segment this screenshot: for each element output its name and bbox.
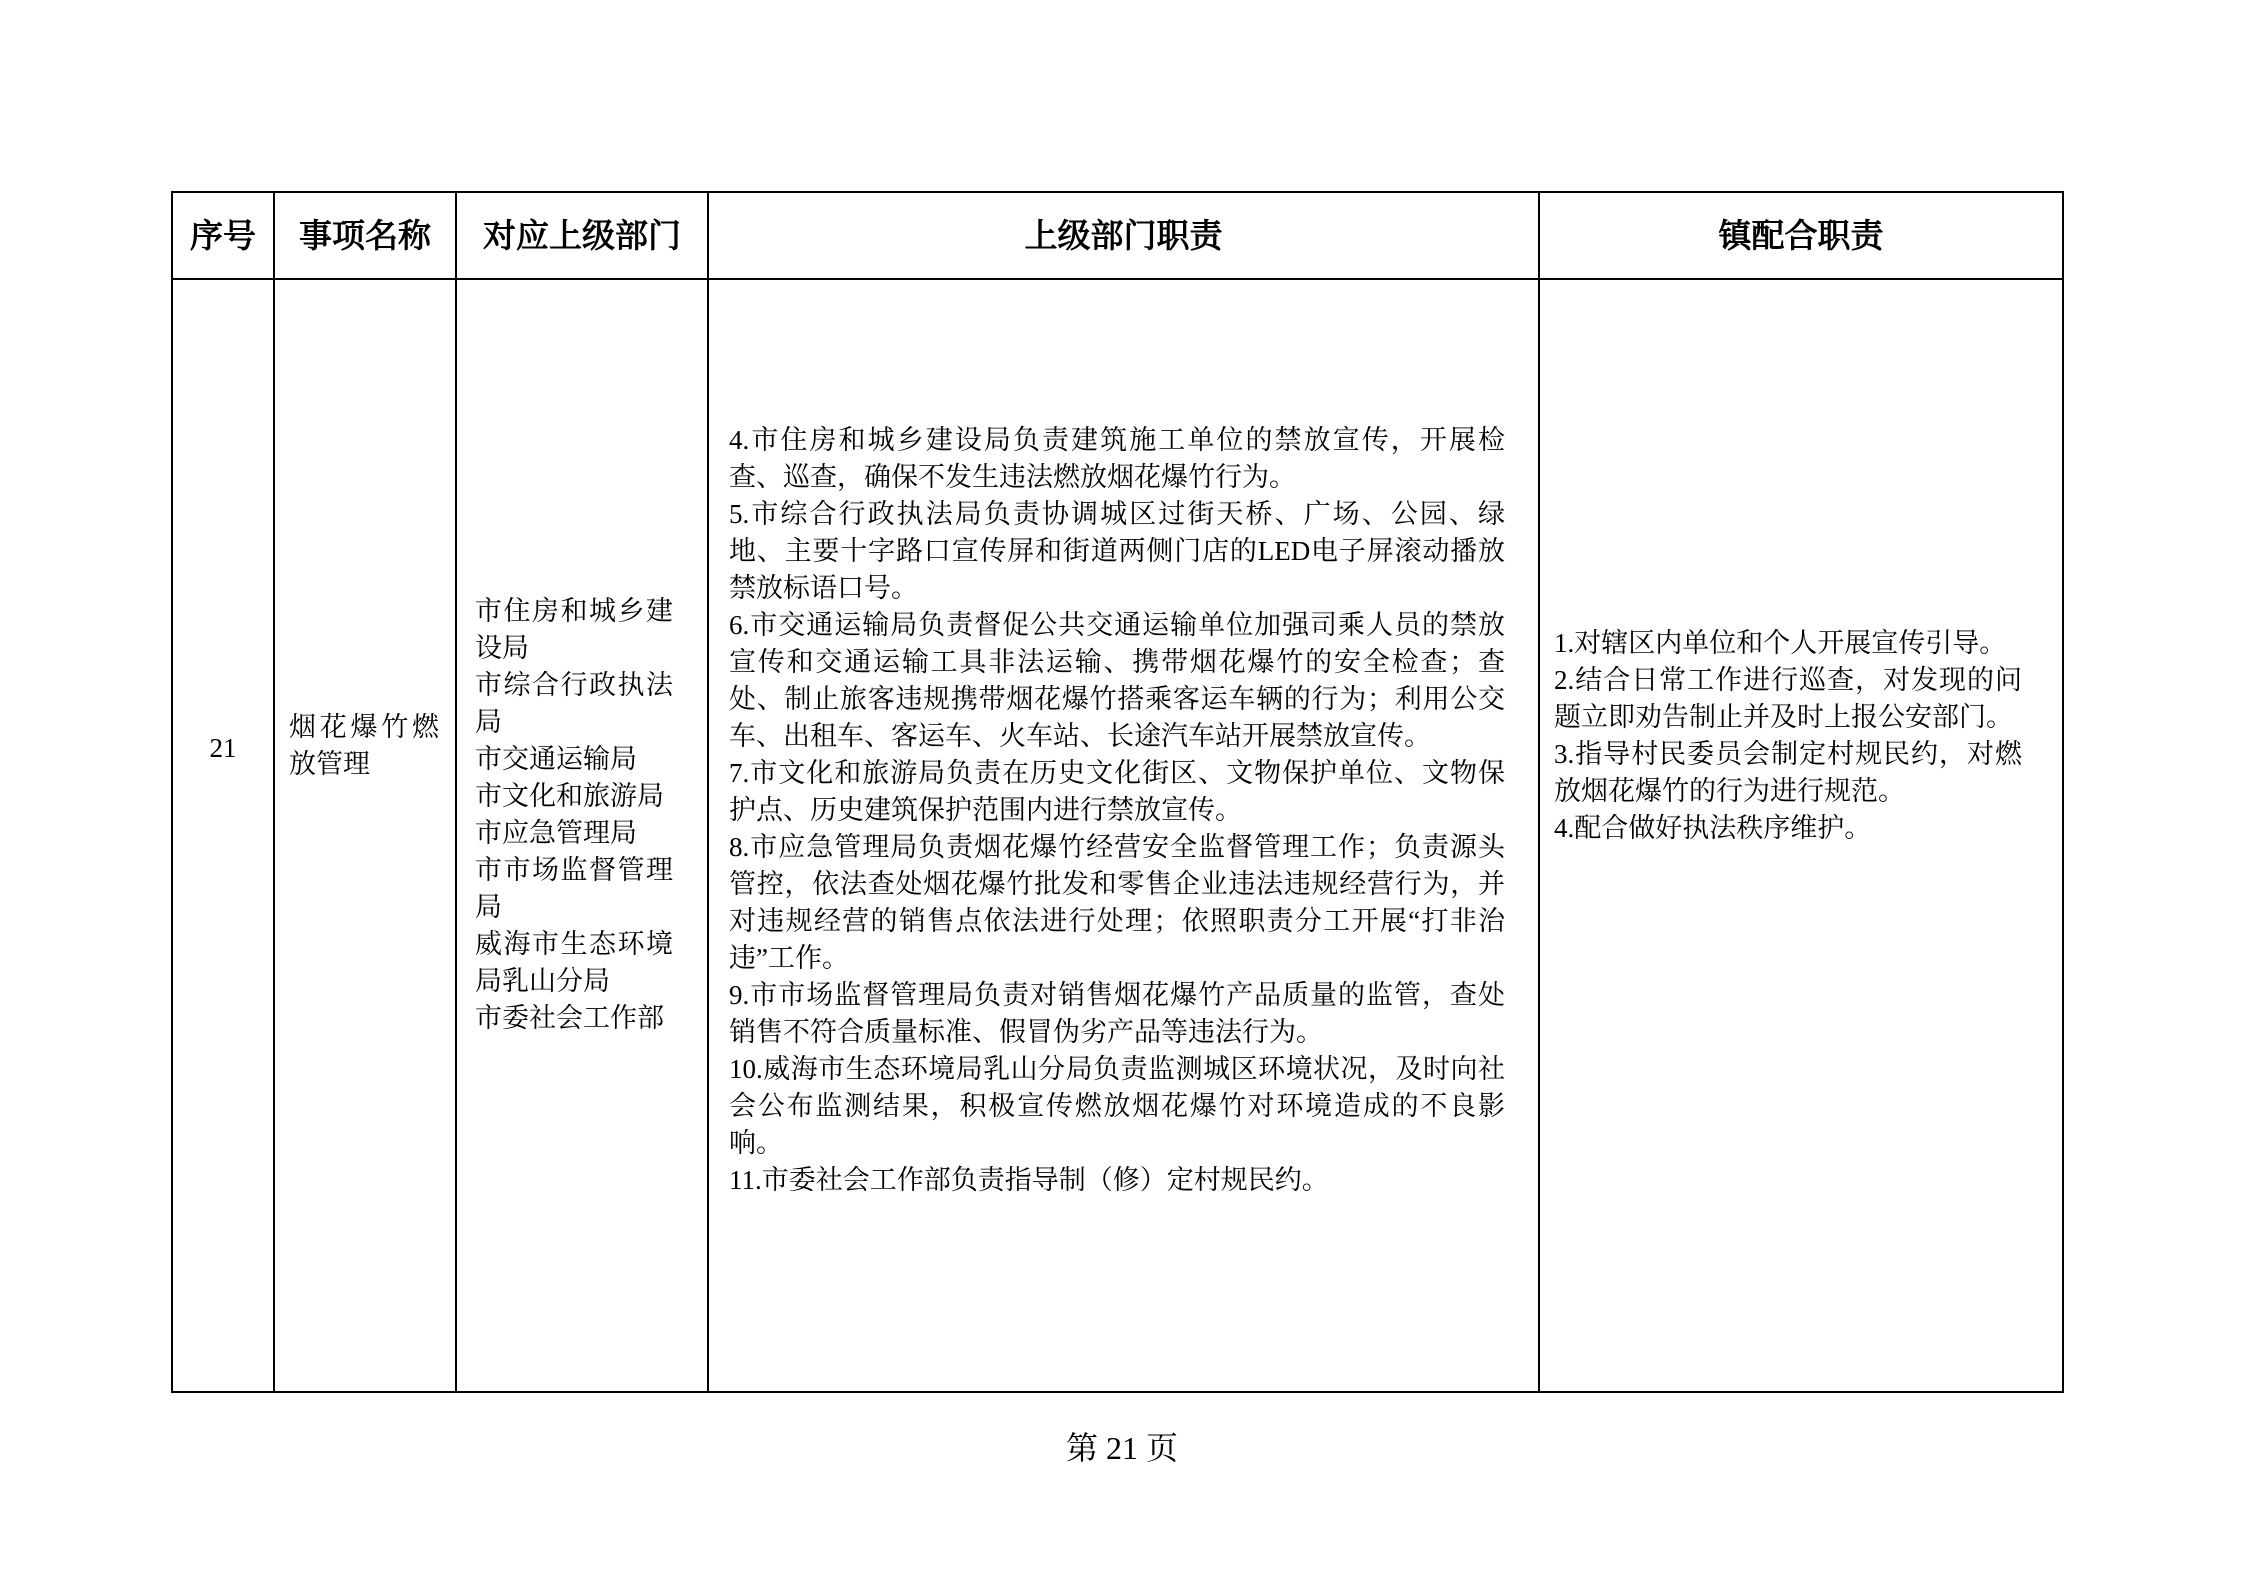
serial-number: 21 bbox=[209, 733, 237, 763]
list-item: 市市场监督管理局 bbox=[475, 854, 673, 922]
town-duties-list bbox=[1540, 625, 2062, 847]
town-duties-cell bbox=[1539, 279, 2063, 1392]
header-superior-duties: 上级部门职责 bbox=[708, 192, 1539, 279]
list-item: 4.配合做好执法秩序维护。 bbox=[1554, 812, 1872, 843]
list-item: 2.结合日常工作进行巡查，对发现的问题立即劝告制止并及时上报公安部门。 bbox=[1554, 664, 2022, 732]
list-item: 市文化和旅游局 bbox=[475, 780, 664, 811]
departments-cell bbox=[456, 279, 708, 1392]
list-item: 1.对辖区内单位和个人开展宣传引导。 bbox=[1554, 627, 2007, 658]
header-serial: 序号 bbox=[172, 192, 274, 279]
list-item: 6.市交通运输局负责督促公共交通运输单位加强司乘人员的禁放宣传和交通运输工具非法运输、携带烟花爆竹的安全检查；查处、制止旅客违规携带烟花爆竹搭乘客运车辆的行为；利用公交车、出租车、客运车、火车站、长途汽车站开展禁放宣传。 bbox=[729, 610, 1505, 751]
header-superior-departments: 对应上级部门 bbox=[456, 192, 708, 279]
header-town-duties: 镇配合职责 bbox=[1539, 192, 2063, 279]
header-item-name: 事项名称 bbox=[274, 192, 456, 279]
duty-division-table bbox=[171, 191, 2064, 1393]
list-item: 4.市住房和城乡建设局负责建筑施工单位的禁放宣传，开展检查、巡查，确保不发生违法燃放烟花爆竹行为。 bbox=[729, 425, 1505, 492]
list-item: 5.市综合行政执法局负责协调城区过街天桥、广场、公园、绿地、主要十字路口宣传屏和街道两侧门店的LED电子屏滚动播放禁放标语口号。 bbox=[729, 499, 1505, 603]
superior-duties-list bbox=[709, 422, 1538, 1199]
item-name-cell bbox=[274, 279, 456, 1392]
list-item: 11.市委社会工作部负责指导制（修）定村规民约。 bbox=[729, 1165, 1329, 1195]
list-item: 7.市文化和旅游局负责在历史文化街区、文物保护单位、文物保护点、历史建筑保护范围内进行禁放宣传。 bbox=[729, 758, 1505, 825]
list-item: 威海市生态环境局乳山分局 bbox=[475, 928, 673, 996]
superior-duties-cell bbox=[708, 279, 1539, 1392]
list-item: 市住房和城乡建设局 bbox=[475, 595, 673, 663]
serial-cell bbox=[172, 279, 274, 1392]
table-header-row bbox=[172, 192, 2063, 279]
table-row bbox=[172, 279, 2063, 1392]
item-name: 烟花爆竹燃放管理 bbox=[289, 711, 439, 779]
list-item: 市交通运输局 bbox=[475, 743, 637, 774]
departments-list bbox=[457, 593, 707, 1037]
page-number: 第 21 页 bbox=[1065, 1430, 1178, 1466]
list-item: 3.指导村民委员会制定村规民约，对燃放烟花爆竹的行为进行规范。 bbox=[1554, 738, 2022, 806]
list-item: 8.市应急管理局负责烟花爆竹经营安全监督管理工作；负责源头管控，依法查处烟花爆竹批发和零售企业违法违规经营行为，并对违规经营的销售点依法进行处理；依照职责分工开展“打非治违”工作。 bbox=[729, 832, 1505, 973]
list-item: 市应急管理局 bbox=[475, 817, 637, 848]
list-item: 市综合行政执法局 bbox=[475, 669, 673, 737]
list-item: 10.威海市生态环境局乳山分局负责监测城区环境状况，及时向社会公布监测结果，积极宣传燃放烟花爆竹对环境造成的不良影响。 bbox=[729, 1054, 1505, 1158]
list-item: 9.市市场监督管理局负责对销售烟花爆竹产品质量的监管，查处销售不符合质量标准、假冒伪劣产品等违法行为。 bbox=[729, 980, 1505, 1047]
list-item: 市委社会工作部 bbox=[475, 1002, 664, 1033]
